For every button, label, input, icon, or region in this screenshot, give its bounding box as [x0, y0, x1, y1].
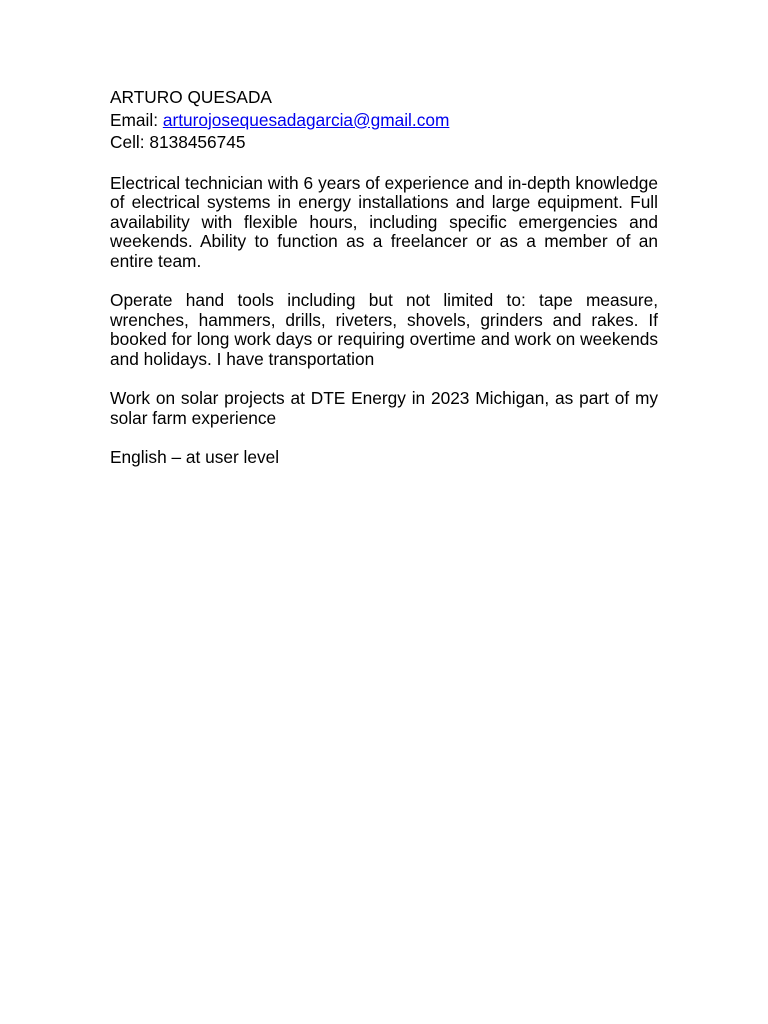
cell-number: 8138456745: [149, 132, 246, 152]
language-paragraph: English – at user level: [110, 446, 280, 467]
experience-paragraph: Work on solar projects at DTE Energy in 2023 Michigan, as part of my solar farm experience: [110, 388, 658, 428]
email-line: [110, 109, 658, 132]
tools-paragraph: Operate hand tools including but not limited to: tape measure, wrenches, hammers, drills, riveters, shovels, grinders and rakes. If booked for long work days or requiring overtime and work on weekends and holidays. I have transportation: [110, 290, 658, 369]
email-link[interactable]: arturojosequesadagarcia@gmail.com: [162, 109, 450, 130]
cell-label: Cell:: [110, 132, 150, 152]
summary-paragraph: Electrical technician with 6 years of experience and in-depth knowledge of electrical systems in energy installations and large equipment. Full availability with flexible hours, including specific emergencies and weekends. Ability to function as a freelancer or as a member of an entire team.: [110, 172, 658, 271]
cell-line: [110, 131, 658, 154]
contact-block: [110, 86, 658, 154]
email-label: Email:: [110, 109, 163, 130]
resume-document: [110, 86, 658, 467]
candidate-name: ARTURO QUESADA: [110, 87, 272, 107]
